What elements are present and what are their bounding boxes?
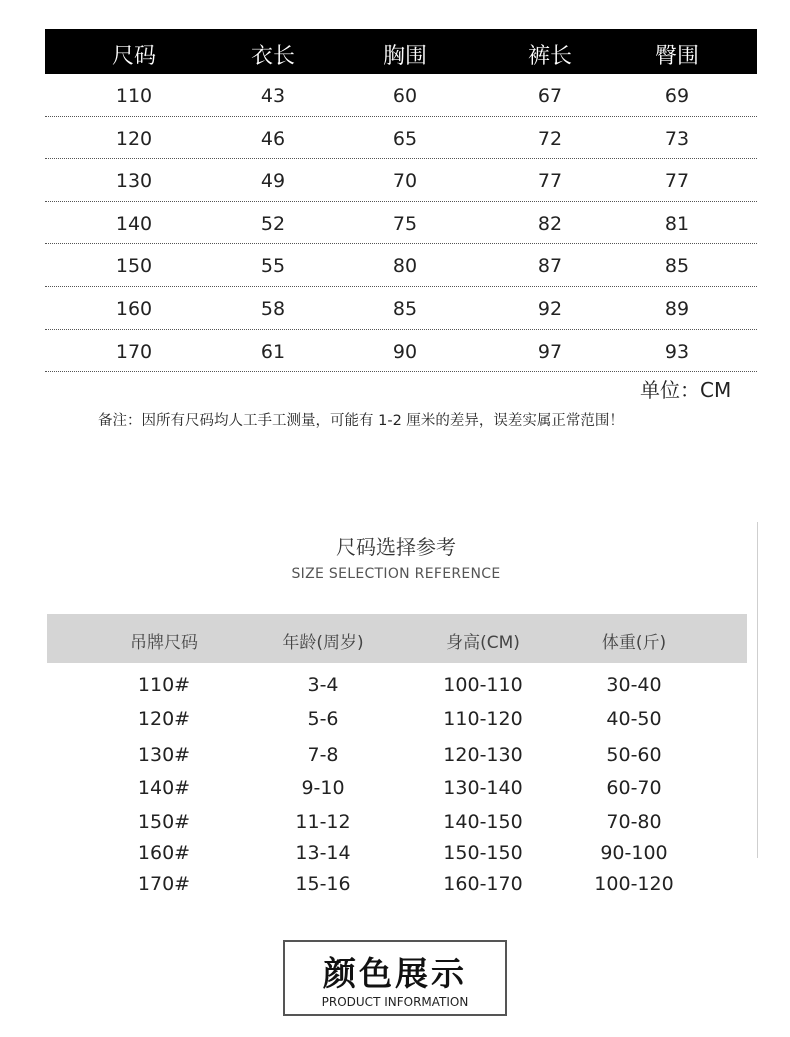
reference-row [47, 777, 747, 803]
table-cell: 85 [392, 297, 418, 320]
table-cell: 97 [537, 340, 563, 363]
table-cell: 72 [537, 127, 563, 150]
table-cell: 60 [392, 85, 418, 107]
table-row [45, 202, 757, 245]
reference-row [47, 708, 747, 734]
table-cell: 170 [115, 340, 153, 363]
table-cell: 89 [664, 297, 690, 320]
table-cell: 140 [115, 212, 153, 235]
reference-row [47, 674, 747, 700]
header-size: 尺码 [111, 44, 157, 69]
reference-cell: 140# [137, 777, 191, 799]
header-weight: 体重(斤) [601, 633, 667, 653]
table-cell: 82 [537, 212, 563, 235]
table-cell: 110 [115, 85, 153, 107]
reference-cell: 70-80 [606, 811, 662, 833]
table-row [45, 287, 757, 330]
header-length: 衣长 [250, 44, 296, 69]
reference-cell: 130# [137, 744, 191, 766]
measurement-note: 备注：因所有尺码均人工手工测量，可能有 1-2 厘米的差异，误差实属正常范围！ [98, 413, 624, 429]
reference-cell: 140-150 [443, 811, 523, 833]
reference-cell: 5-6 [307, 708, 339, 730]
table-row [45, 74, 757, 117]
table-cell: 160 [115, 297, 153, 320]
table-cell: 77 [664, 170, 690, 193]
unit-label: 单位：CM [640, 378, 732, 402]
table-cell: 81 [664, 212, 690, 235]
badge-title: 颜色展示 [323, 954, 467, 993]
reference-cell: 150-150 [443, 842, 523, 864]
table-cell: 67 [537, 85, 563, 107]
table-cell: 49 [260, 170, 286, 193]
table-row [45, 117, 757, 160]
table-row [45, 330, 757, 373]
reference-cell: 15-16 [295, 873, 351, 895]
reference-cell: 110# [137, 674, 191, 696]
table-cell: 61 [260, 340, 286, 363]
header-chest: 胸围 [382, 44, 428, 69]
table-cell: 92 [537, 297, 563, 320]
reference-cell: 120-130 [443, 744, 523, 766]
reference-cell: 60-70 [606, 777, 662, 799]
reference-cell: 11-12 [295, 811, 351, 833]
reference-title: 尺码选择参考 [336, 535, 456, 559]
table-cell: 93 [664, 340, 690, 363]
table-row [45, 244, 757, 287]
reference-cell: 150# [137, 811, 191, 833]
table-row [45, 159, 757, 202]
reference-cell: 30-40 [606, 674, 662, 696]
table-cell: 65 [392, 127, 418, 150]
reference-cell: 160-170 [443, 873, 523, 895]
reference-cell: 7-8 [307, 744, 339, 766]
reference-row [47, 873, 747, 899]
table-cell: 120 [115, 127, 153, 150]
table-cell: 43 [260, 85, 286, 107]
reference-header [47, 614, 747, 663]
reference-row [47, 744, 747, 770]
header-hip: 臀围 [654, 44, 700, 69]
size-chart-table [45, 29, 757, 372]
reference-cell: 3-4 [307, 674, 339, 696]
table-cell: 85 [664, 255, 690, 278]
reference-cell: 130-140 [443, 777, 523, 799]
reference-cell: 13-14 [295, 842, 351, 864]
reference-cell: 160# [137, 842, 191, 864]
header-age: 年龄(周岁) [282, 633, 364, 653]
reference-row [47, 842, 747, 868]
table-cell: 87 [537, 255, 563, 278]
table-cell: 75 [392, 212, 418, 235]
reference-cell: 90-100 [600, 842, 668, 864]
table-cell: 77 [537, 170, 563, 193]
table-cell: 69 [664, 85, 690, 107]
table-cell: 70 [392, 170, 418, 193]
reference-cell: 120# [137, 708, 191, 730]
reference-subtitle: SIZE SELECTION REFERENCE [291, 566, 501, 582]
header-tag-size: 吊牌尺码 [130, 633, 198, 653]
table-cell: 52 [260, 212, 286, 235]
reference-cell: 110-120 [443, 708, 523, 730]
header-height: 身高(CM) [446, 633, 520, 653]
reference-row [47, 811, 747, 837]
table-cell: 130 [115, 170, 153, 193]
color-display-badge [283, 940, 507, 1016]
table-cell: 80 [392, 255, 418, 278]
table-cell: 55 [260, 255, 286, 278]
table-cell: 58 [260, 297, 286, 320]
header-pants-length: 裤长 [527, 44, 573, 69]
table-cell: 73 [664, 127, 690, 150]
badge-subtitle: PRODUCT INFORMATION [321, 995, 469, 1009]
table-cell: 150 [115, 255, 153, 278]
reference-cell: 100-120 [594, 873, 674, 895]
reference-cell: 40-50 [606, 708, 662, 730]
table-cell: 90 [392, 340, 418, 363]
size-chart-header [45, 29, 757, 74]
reference-cell: 100-110 [443, 674, 523, 696]
reference-cell: 50-60 [606, 744, 662, 766]
reference-cell: 9-10 [301, 777, 345, 799]
reference-cell: 170# [137, 873, 191, 895]
table-cell: 46 [260, 127, 286, 150]
